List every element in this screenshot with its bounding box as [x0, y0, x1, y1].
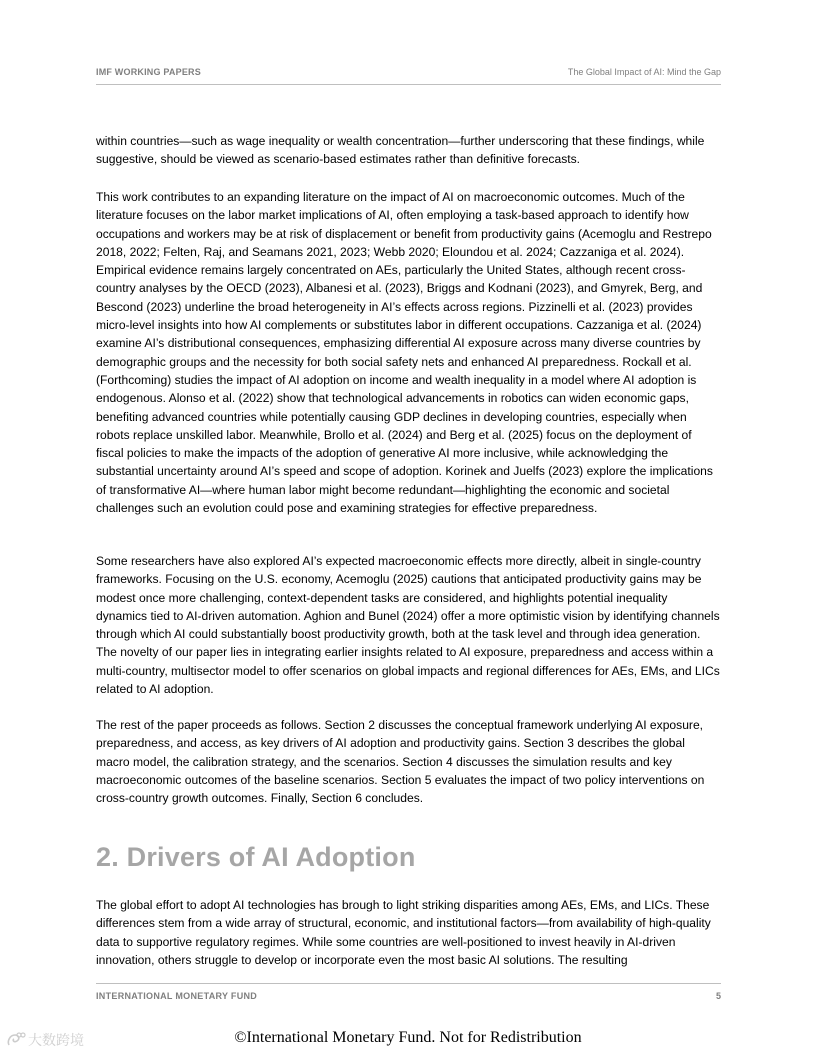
section-heading: 2. Drivers of AI Adoption [96, 842, 416, 872]
paragraph-macro-effects: Some researchers have also explored AI’s expected macroeconomic effects more directly, albeit in single-country frameworks. Focusing on the U.S. economy, Acemoglu (2025) cautions that anticipated productivity gains may be modest once more challenging, context-dependent tasks are considered, and highlights potential inequality dynamics tied to AI-driven automation. Aghion and Bunel (2024) offer a more optimistic vision by identifying channels through which AI could substantially boost productivity growth, both at the task level and through idea generation. The novelty of our paper lies in integrating earlier insights related to AI exposure, preparedness and access within a multi-country, multisector model to offer scenarios on global impacts and regional differences for AEs, EMs, and LICs related to AI adoption. [96, 554, 720, 697]
footer-organization: INTERNATIONAL MONETARY FUND [96, 991, 258, 1001]
header-series-title: IMF WORKING PAPERS [96, 67, 201, 77]
watermark-text: 大数跨境 [28, 1032, 84, 1048]
copyright-notice: ©International Monetary Fund. Not for Redistribution [234, 1029, 582, 1046]
paragraph-section-intro: The global effort to adopt AI technologies has brough to light striking disparities among AEs, EMs, and LICs. These differences stem from a wide array of structural, economic, and institutional factors—from availability of high-quality data to supportive regulatory regimes. While some countries are well-positioned to invest heavily in AI-driven innovation, others struggle to develop or incorporate even the most basic AI solutions. The resulting [96, 898, 711, 967]
header-paper-title: The Global Impact of AI: Mind the Gap [567, 67, 721, 77]
footer-divider [96, 983, 721, 984]
paragraph-literature: This work contributes to an expanding literature on the impact of AI on macroeconomic outcomes. Much of the literature focuses on the labor market implications of AI, often employing a task-based approach to identify how occupations and workers may be at risk of displacement or benefit from productivity gains (Acemoglu and Restrepo 2018, 2022; Felten, Raj, and Seamans 2021, 2023; Webb 2020; Eloundou et al. 2024; Cazzaniga et al. 2024). Empirical evidence remains largely concentrated on AEs, particularly the United States, although recent cross-country analyses by the OECD (2023), Albanesi et al. (2023), Briggs and Kodnani (2023), and Gmyrek, Berg, and Bescond (2023) underline the broad heterogeneity in AI’s effects across regions. Pizzinelli et al. (2023) provides micro-level insights into how AI complements or substitutes labor in different occupations. Cazzaniga et al. (2024) examine AI’s distributional consequences, emphasizing differential AI exposure across many diverse countries by demographic groups and the necessity for both social safety nets and enhanced AI preparedness. Rockall et al. (Forthcoming) studies the impact of AI adoption on income and wealth inequality in a model where AI adoption is endogenous. Alonso et al. (2022) show that technological advancements in robotics can widen economic gaps, benefiting advanced countries while potentially causing GDP declines in developing countries, especially when robots replace unskilled labor. Meanwhile, Brollo et al. (2024) and Berg et al. (2025) focus on the deployment of fiscal policies to make the impacts of the adoption of generative AI more inclusive, while acknowledging the substantial uncertainty around AI’s speed and scope of adoption. Korinek and Juelfs (2023) explore the implications of transformative AI—where human labor might become redundant—highlighting the economic and societal challenges such an evolution could pose and examining strategies for effective preparedness. [96, 190, 713, 516]
page-number: 5 [715, 991, 721, 1001]
header-divider [96, 84, 721, 85]
running-header [96, 67, 721, 83]
paragraph-continuation: within countries—such as wage inequality or wealth concentration—further underscoring that these findings, while suggestive, should be viewed as scenario-based estimates rather than definitive forecasts. [96, 134, 705, 167]
paragraph-paper-outline: The rest of the paper proceeds as follows. Section 2 discusses the conceptual framework underlying AI exposure, preparedness, and access, as key drivers of AI adoption and productivity gains. Section 3 describes the global macro model, the calibration strategy, and the scenarios. Section 4 discusses the simulation results and key macroeconomic outcomes of the baseline scenarios. Section 5 evaluates the impact of two policy interventions on cross-country growth outcomes. Finally, Section 6 concludes. [96, 718, 705, 806]
